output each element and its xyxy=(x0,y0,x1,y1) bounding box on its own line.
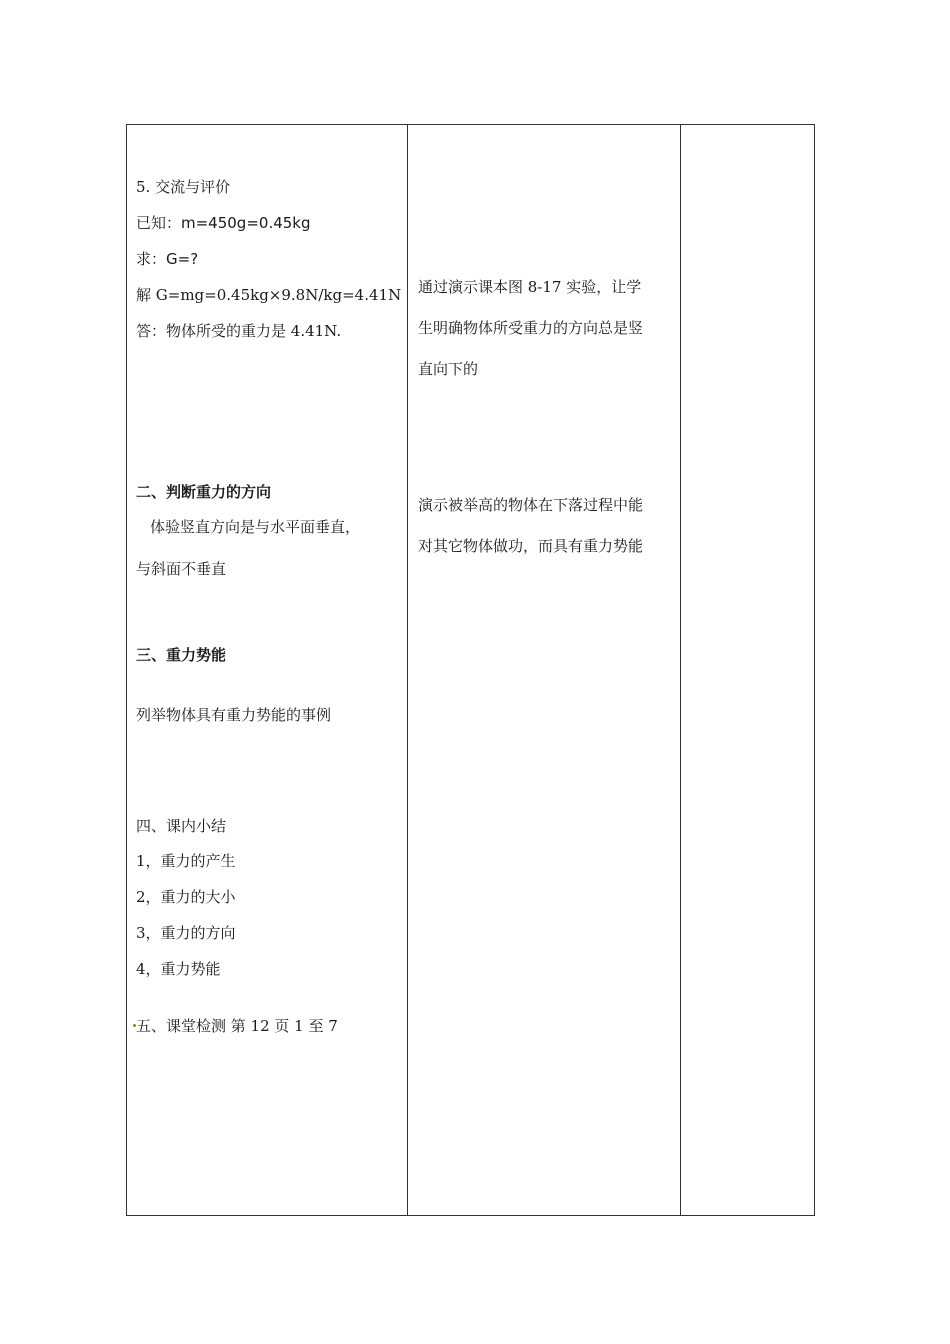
summary-item: 1，重力的产生 xyxy=(136,852,236,870)
find-line: 求：G=? xyxy=(136,250,199,268)
answer-line: 答：物体所受的重力是 4.41N. xyxy=(136,322,342,340)
section-2-text-line-1: 体验竖直方向是与水平面垂直， xyxy=(150,518,361,536)
summary-item: 2，重力的大小 xyxy=(136,888,236,906)
solution-line: 解 G=mg=0.45kg×9.8N/kg=4.41N xyxy=(136,286,402,304)
demo-1-line-3: 直向下的 xyxy=(418,360,479,378)
section-2-text-line-2: 与斜面不垂直 xyxy=(136,560,227,578)
demo-2-line-1: 演示被举高的物体在下落过程中能 xyxy=(418,496,644,514)
summary-item: 3，重力的方向 xyxy=(136,924,236,942)
column-divider-2 xyxy=(680,124,681,1216)
section-4-heading: 四、课内小结 xyxy=(136,817,227,835)
demo-1-line-1: 通过演示课本图 8-17 实验，让学 xyxy=(418,278,642,296)
section-5-test: 五、课堂检测 第 12 页 1 至 7 xyxy=(136,1017,338,1035)
section-3-text: 列举物体具有重力势能的事例 xyxy=(136,706,332,724)
demo-1-line-2: 生明确物体所受重力的方向总是竖 xyxy=(418,319,644,337)
section-3-heading: 三、重力势能 xyxy=(136,646,227,664)
given-line: 已知：m=450g=0.45kg xyxy=(136,214,311,232)
summary-item: 4，重力势能 xyxy=(136,960,221,978)
column-divider-1 xyxy=(407,124,408,1216)
section-5-heading: 5. 交流与评价 xyxy=(136,178,231,196)
demo-2-line-2: 对其它物体做功，而具有重力势能 xyxy=(418,537,644,555)
section-2-heading: 二、判断重力的方向 xyxy=(136,483,272,501)
